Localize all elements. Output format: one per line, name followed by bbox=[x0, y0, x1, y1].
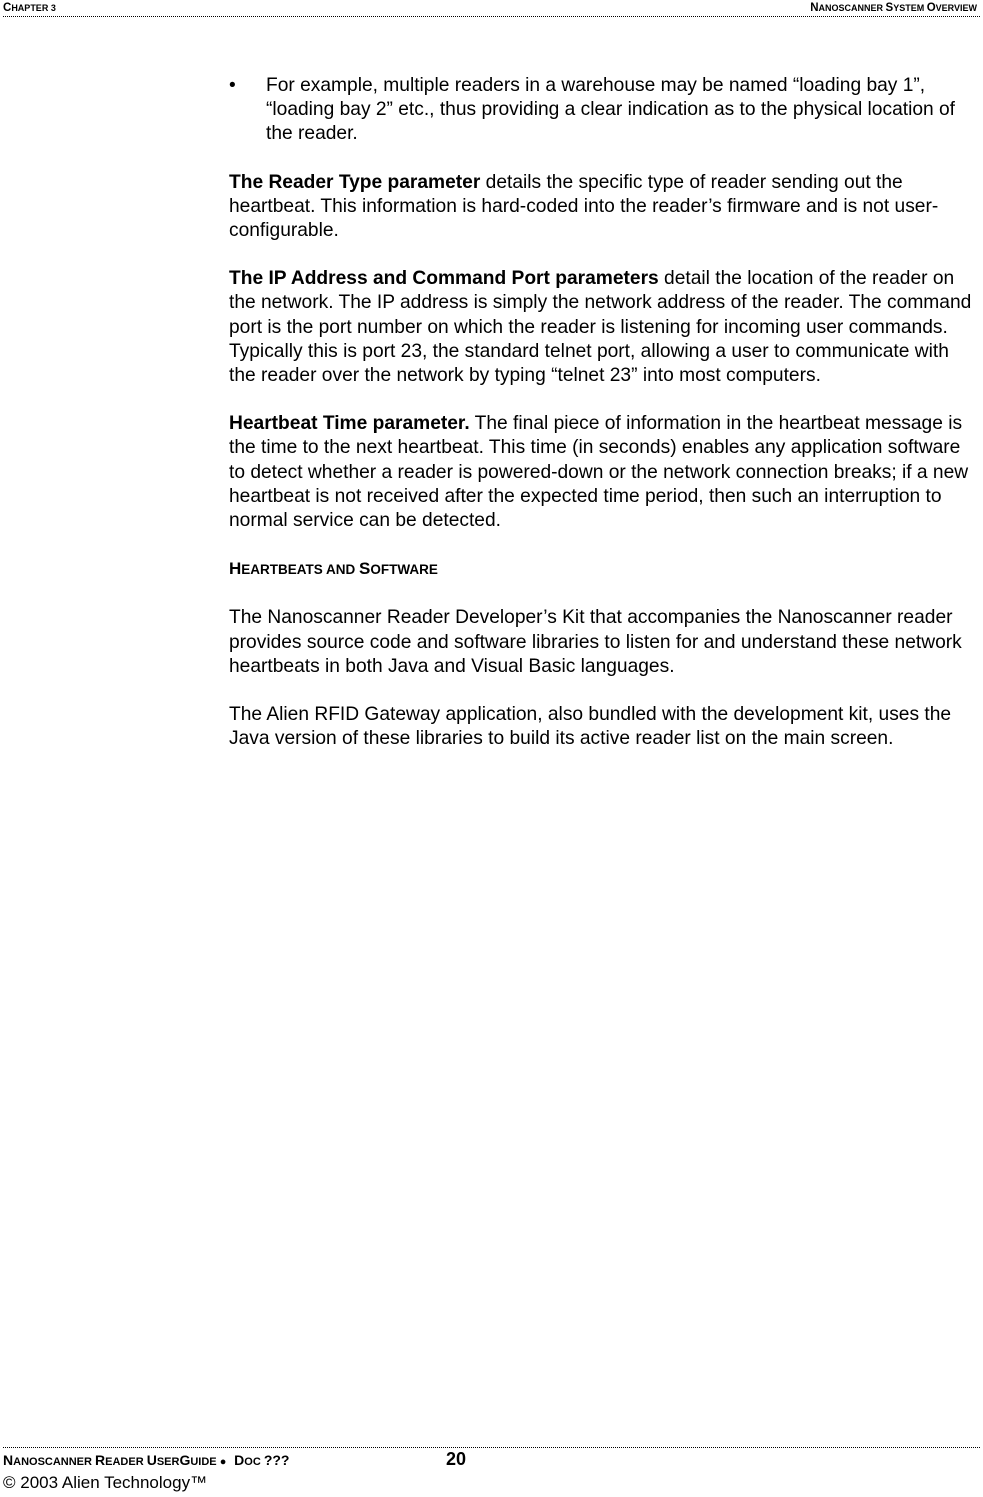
paragraph-text: The final piece of information in the heartbeat message is the time to the next heartbeat. This time (in seconds) enables any application software to detect whether a reader is powered-down or the network connection breaks; if a new heartbeat is not received after the expected time period, then such an interruption to normal service can be detected. bbox=[229, 413, 969, 532]
paragraph-text: details the specific type of reader sending out the heartbeat. This information is hard-coded into the reader’s firmware and is not user-configurable. bbox=[229, 171, 939, 242]
running-title: NANOSCANNER SYSTEM OVERVIEW bbox=[810, 2, 977, 14]
chapter-label: CHAPTER 3 bbox=[3, 2, 56, 14]
gateway-paragraph: The Alien RFID Gateway application, also bundled with the development kit, uses the Java version of these libraries to build its active reader list on the main screen. bbox=[229, 704, 952, 750]
paragraph-lead: The IP Address and Command Port parameters bbox=[229, 268, 659, 290]
bullet-item bbox=[229, 74, 979, 147]
separator-dot-icon: ● bbox=[219, 1456, 227, 1468]
copyright: © 2003 Alien Technology™ bbox=[3, 1473, 208, 1492]
reader-type-paragraph bbox=[229, 171, 979, 244]
paragraph-lead: Heartbeat Time parameter. bbox=[229, 413, 470, 435]
ip-address-paragraph bbox=[229, 267, 979, 388]
section-heading: HEARTBEATS AND SOFTWARE bbox=[229, 559, 438, 579]
bullet-dot-icon: • bbox=[229, 75, 236, 96]
footer-title: NANOSCANNER READER USERGUIDE ● DOC ??? bbox=[3, 1452, 290, 1468]
paragraph-lead: The Reader Type parameter bbox=[229, 171, 481, 193]
developer-kit-paragraph: The Nanoscanner Reader Developer’s Kit that accompanies the Nanoscanner reader provides source code and software libraries to listen for and understand these network heartbeats in both Java and Visual Basic languages. bbox=[229, 607, 962, 677]
page-number: 20 bbox=[446, 1449, 467, 1469]
paragraph-text: detail the location of the reader on the network. The IP address is simply the network address of the reader. The command port is the port number on which the reader is listening for incoming user commands. Typically this is port 23, the standard telnet port, allowing a user to communicate with the reader over the network by typing “telnet 23” into most computers. bbox=[229, 268, 972, 387]
bullet-text: For example, multiple readers in a warehouse may be named “loading bay 1”, “loading bay 2” etc., thus providing a clear indication as to the physical location of the reader. bbox=[266, 75, 956, 145]
heartbeat-time-paragraph bbox=[229, 412, 979, 533]
page-footer bbox=[3, 1447, 980, 1492]
page-header bbox=[3, 0, 980, 17]
page-body bbox=[229, 74, 979, 775]
